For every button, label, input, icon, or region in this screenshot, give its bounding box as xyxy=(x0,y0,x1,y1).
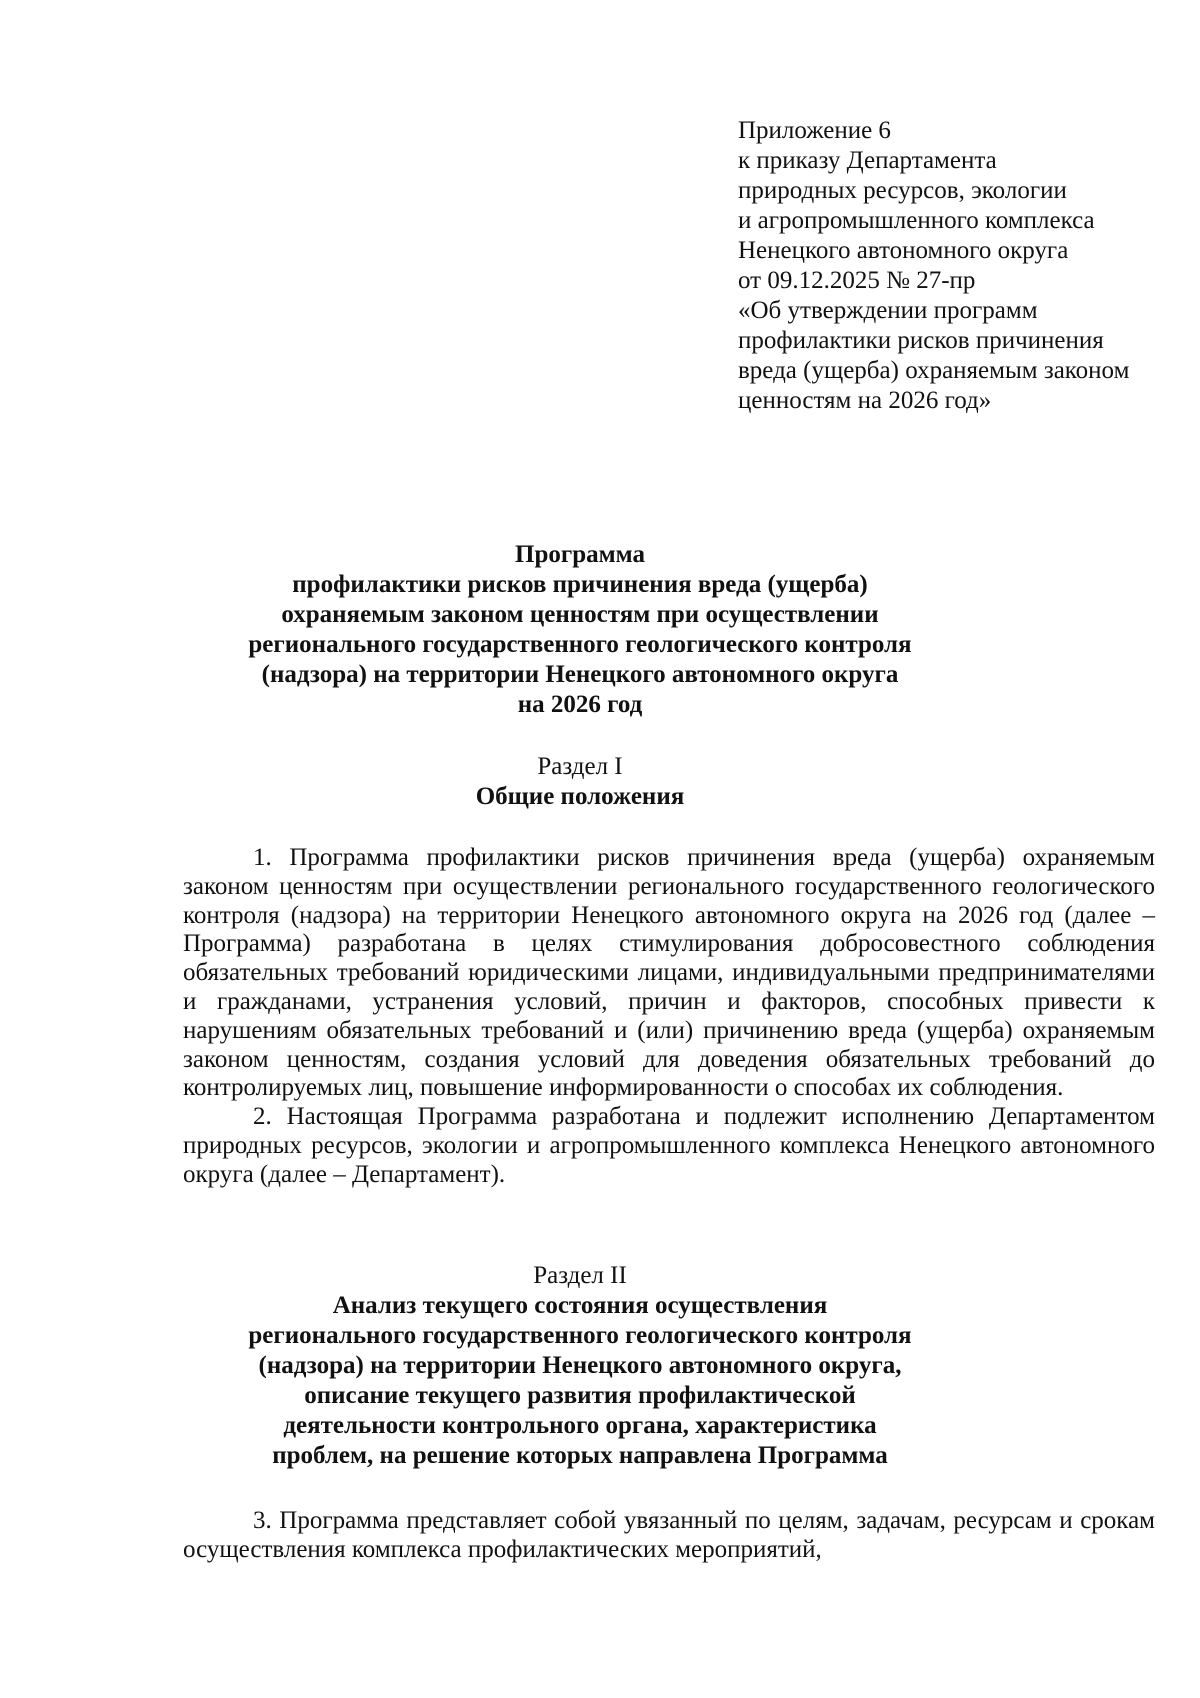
section-1-body xyxy=(183,844,1155,1190)
paragraph-1: 1. Программа профилактики рисков причинения вреда (ущерба) охраняемым законом ценностям при осуществлении регионального государственного геологического контроля (надзора) на территории Ненецкого автономного округа на 2026 год (далее – Программа) разработана в целях стимулирования добросовестного соблюдения обязательных требований юридическими лицами, индивидуальными предпринимателями и гражданами, устранения условий, причин и факторов, способных привести к нарушениям обязательных требований и (или) причинению вреда (ущерба) охраняемым законом ценностям, создания условий для доведения обязательных требований до контролируемых лиц, повышение информированности о способах их соблюдения. xyxy=(183,844,1155,1102)
title-line: на 2026 год xyxy=(517,691,643,718)
section-heading-line: описание текущего развития профилактической xyxy=(304,1382,856,1409)
appendix-line: ценностям на 2026 год» xyxy=(738,387,992,414)
paragraph-2: 2. Настоящая Программа разработана и подлежит исполнению Департаментом природных ресурсов, экологии и агропромышленного комплекса Ненецкого автономного округа (далее – Департамент). xyxy=(183,1103,1155,1188)
section-label: Раздел II xyxy=(533,1262,627,1289)
section-heading-line: проблем, на решение которых направлена Программа xyxy=(272,1442,888,1469)
section-heading-line: регионального государственного геологического контроля xyxy=(248,1322,912,1349)
section-heading: Общие положения xyxy=(475,783,685,810)
section-heading-line: Анализ текущего состояния осуществления xyxy=(332,1292,828,1319)
program-title xyxy=(160,540,1000,720)
section-label: Раздел I xyxy=(537,753,623,780)
appendix-line: к приказу Департамента xyxy=(738,147,997,174)
section-heading-line: деятельности контрольного органа, характеристика xyxy=(283,1412,877,1439)
title-line: регионального государственного геологического контроля xyxy=(248,631,912,658)
appendix-line: природных ресурсов, экологии xyxy=(738,177,1067,204)
appendix-header xyxy=(738,116,1168,416)
appendix-line: вреда (ущерба) охраняемым законом xyxy=(738,357,1130,384)
section-2-heading xyxy=(160,1261,1000,1471)
section-2-body xyxy=(183,1507,1155,1565)
appendix-line: Ненецкого автономного округа xyxy=(738,237,1069,264)
appendix-line: Приложение 6 xyxy=(738,117,891,144)
title-line: Программа xyxy=(515,541,645,568)
appendix-line: «Об утверждении программ xyxy=(738,297,1038,324)
appendix-line: от 09.12.2025 № 27-пр xyxy=(738,267,976,294)
title-line: охраняемым законом ценностям при осуществлении xyxy=(281,601,879,628)
appendix-line: и агропромышленного комплекса xyxy=(738,207,1095,234)
title-line: профилактики рисков причинения вреда (ущерба) xyxy=(292,571,868,598)
section-heading-line: (надзора) на территории Ненецкого автономного округа, xyxy=(258,1352,902,1379)
appendix-line: профилактики рисков причинения xyxy=(738,327,1104,354)
title-line: (надзора) на территории Ненецкого автономного округа xyxy=(261,661,899,688)
section-1-heading xyxy=(160,752,1000,812)
paragraph-3: 3. Программа представляет собой увязанный по целям, задачам, ресурсам и срокам осуществления комплекса профилактических мероприятий, xyxy=(183,1507,1155,1563)
